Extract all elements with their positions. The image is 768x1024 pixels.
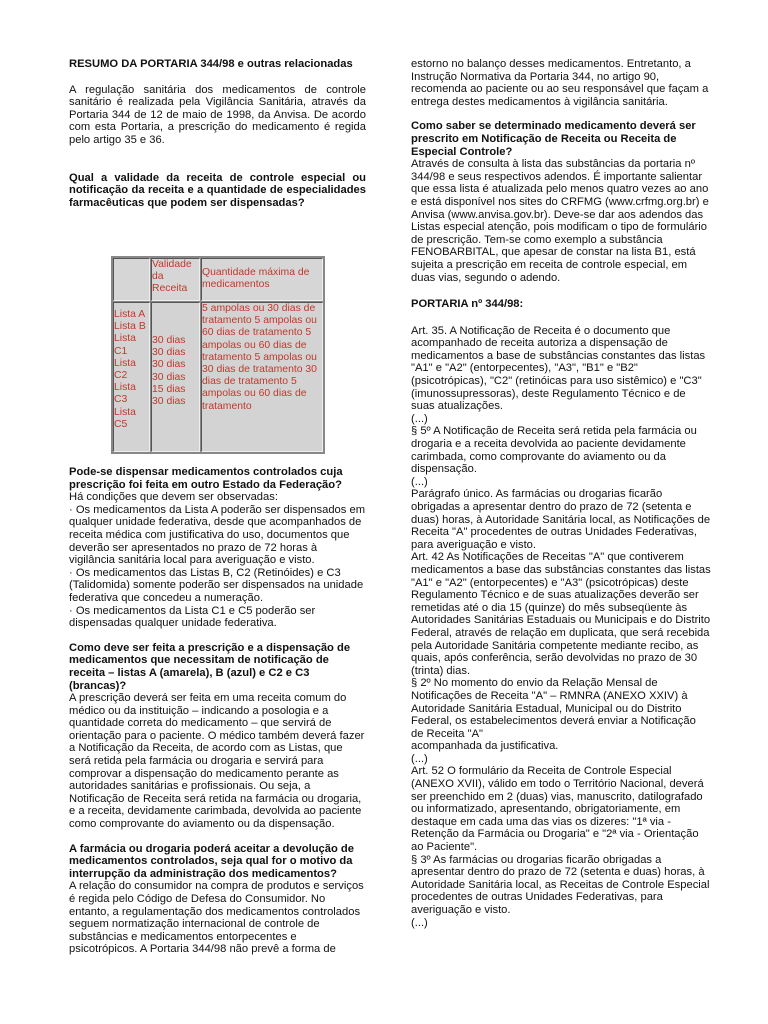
- left-column: [69, 0, 366, 209]
- answer-prescription: A prescrição deverá ser feita em uma receita comum do médico ou da instituição – indicando a posologia e a quantidade correta do medicamento – que servirá de orientação para o paciente. O médico também deverá fazer a Notificação da Receita, de acordo com as Listas, que será retida pela farmácia ou drogaria e servirá para comprovar a dispensação do medicamento perante as autoridades sanitárias e profissionais. Ou seja, a Notificação de Receita será retida na farmácia ou drogaria, e a receita, devidamente carimbada, devolvida ao paciente como comprovante do aviamento ou da dispensação.: [69, 692, 365, 831]
- intro-paragraph: A regulação sanitária dos medicamentos de controle sanitário é realizada pela Vigilância Sanitária, através da Portaria 344 de 12 de maio de 1998, da Anvisa. De acordo com esta Portaria, a prescrição do medicamento é regida pelo artigo 35 e 36.: [69, 83, 366, 146]
- answer-list-b-c2-c3: · Os medicamentos das Listas B, C2 (Retinóides) e C3 (Talidomida) somente poderão ser dispensados na unidade federativa que concedeu a numeração.: [69, 566, 364, 604]
- answer-list-a: · Os medicamentos da Lista A poderão ser dispensados em qualquer unidade federativa, desde que acompanhados de receita médica com justificativa do uso, documentos que deverão ser apresentados no prazo de 72 horas à vigilância sanitária local para averiguação e visto.: [69, 503, 366, 567]
- ellipsis: (...): [411, 412, 428, 425]
- article-52: Art. 52 O formulário da Receita de Controle Especial (ANEXO XVII), válido em todo o Território Nacional, deverá ser preenchido em 2 (duas) vias, manuscrito, datilografado ou informatizado, apresentando, obrigatoriamente, em destaque em cada uma das vias os dizeres: "1ª via - Retenção da Farmácia ou Drogaria" e "2ª via - Orientação ao Paciente".: [411, 765, 704, 854]
- document-title: RESUMO DA PORTARIA 344/98 e outras relacionadas: [69, 58, 353, 70]
- portaria-heading: PORTARIA nº 344/98:: [411, 298, 524, 311]
- table-dias-cell: 30 dias 30 dias 30 dias 30 dias 15 dias 30 dias: [151, 302, 200, 452]
- paragraph-2-cont: acompanhada da justificativa.: [411, 740, 559, 753]
- answer-which-form: Através de consulta à lista das substâncias da portaria nº 344/98 e seus respectivos adendos. É importante salientar que essa lista é atualizada pelo menos quatro vezes ao ano e está disponível nos sites do CRFMG (www.crfmg.org.br) e Anvisa (www.anvisa.gov.br). Deve-se dar aos adendos das Listas especial atenção, pois modificam o tipo de formulário de prescrição. Tem-se como exemplo a substância FENOBARBITAL, que apesar de constar na lista B1, está sujeita a prescrição em receita de controle especial, em duas vias, segundo o adendo.: [411, 158, 709, 284]
- question-validity: Qual a validade da receita de controle especial ou notificação da receita e a quantidade de especialidades farmacêuticas que podem ser dispensadas?: [69, 171, 366, 209]
- paragraph-2: § 2º No momento do envio da Relação Mensal de Notificações de Receita "A" – RMNRA (ANEXO XXIV) à Autoridade Sanitária Estadual, Municipal ou do Distrito Federal, os estabelecimentos deverá enviar a Notificação de Receita "A": [411, 677, 696, 740]
- table-header-quantidade: Quantidade máxima de medicamentos: [201, 258, 323, 301]
- table-quantidades-cell: 5 ampolas ou 30 dias de tratamento 5 ampolas ou 60 dias de tratamento 5 ampolas ou 60 dias de tratamento 5 ampolas ou 30 dias de tratamento 30 dias de tratamento 5 ampolas ou 60 dias de tratamento: [201, 302, 323, 452]
- paragraph-5: § 5º A Notificação de Receita será retida pela farmácia ou drogaria e a receita devolvida ao paciente devidamente carimbada, como comprovante do aviamento ou da dispensação.: [411, 425, 697, 476]
- paragraph-unico: Parágrafo único. As farmácias ou drogarias ficarão obrigadas a apresentar dentro do prazo de 72 (setenta e duas) horas, à Autoridade Sanitária local, as Notificações de Receita "A" procedentes de outras Unidades Federativas, para averiguação e visto.: [411, 488, 711, 551]
- ellipsis: (...): [411, 475, 428, 488]
- answer-return: A relação do consumidor na compra de produtos e serviços é regida pelo Código de Defesa do Consumidor. No entanto, a regulamentação dos medicamentos controlados seguem normatização internacional de controle de substâncias e medicamentos entorpecentes e psicotrópicos. A Portaria 344/98 não prevê a forma de: [69, 880, 364, 956]
- article-35: Art. 35. A Notificação de Receita é o documento que acompanhado de receita autoriza a dispensação de medicamentos a base de substâncias constantes das listas "A1" e "A2" (entorpecentes), "A3", "B1" e "B2" (psicotrópicas), "C2" (retinóicas para uso sistêmico) e "C3" (imunossupressoras), deste Regulamento Técnico e de suas atualizações.: [411, 324, 706, 413]
- question-return: A farmácia ou drogaria poderá aceitar a devolução de medicamentos controlados, seja qual for o motivo da interrupção da administração dos medicamentos?: [69, 842, 354, 880]
- article-42: Art. 42 As Notificações de Receitas "A" que contiverem medicamentos a base das substâncias constantes das listas "A1" e "A2" (entorpecentes) e "A3" (psicotrópicas) deste Regulamento Técnico e de suas atualizações deverão ser remetidas até o dia 15 (quinze) do mês subseqüente às Autoridades Sanitárias Estaduais ou Municipais e do Distrito Federal, através de relação em duplicata, que será recebida pela Autoridade Sanitária competente mediante recibo, as quais, após conferência, serão devolvidas no prazo de 30 (trinta) dias.: [411, 551, 711, 677]
- question-which-form: Como saber se determinado medicamento deverá ser prescrito em Notificação de Receita ou Receita de Especial Controle?: [411, 120, 696, 158]
- left-column-lower: [69, 466, 366, 956]
- ellipsis: (...): [411, 752, 428, 765]
- validity-table: [111, 256, 325, 454]
- table-header-empty: [113, 258, 150, 301]
- question-other-state: Pode-se dispensar medicamentos controlados cuja prescrição foi feita em outro Estado da Federação?: [69, 466, 343, 491]
- answer-list-c1-c5: · Os medicamentos da Lista C1 e C5 poderão ser dispensadas qualquer unidade federativa.: [69, 604, 316, 630]
- right-column: [411, 58, 711, 929]
- continued-paragraph: estorno no balanço desses medicamentos. Entretanto, a Instrução Normativa da Portaria 344, no artigo 90, recomenda ao paciente ou ao seu responsável que façam a entrega destes medicamentos à vigilância sanitária.: [411, 58, 709, 108]
- paragraph-3: § 3º As farmácias ou drogarias ficarão obrigadas a apresentar dentro do prazo de 72 (setenta e duas) horas, à Autoridade Sanitária local, as Receitas de Controle Especial procedentes de outras Unidades Federativas, para averiguação e visto.: [411, 853, 710, 916]
- answer-other-state-intro: Há condições que devem ser observadas:: [69, 491, 278, 504]
- table-header-validade: Validade da Receita: [151, 258, 200, 301]
- table-listas-cell: Lista A Lista B Lista C1 Lista C2 Lista C3 Lista C5: [113, 302, 150, 452]
- ellipsis: (...): [411, 916, 428, 929]
- question-prescription: Como deve ser feita a prescrição e a dispensação de medicamentos que necessitam de notificação de receita – listas A (amarela), B (azul) e C2 e C3 (brancas)?: [69, 641, 351, 692]
